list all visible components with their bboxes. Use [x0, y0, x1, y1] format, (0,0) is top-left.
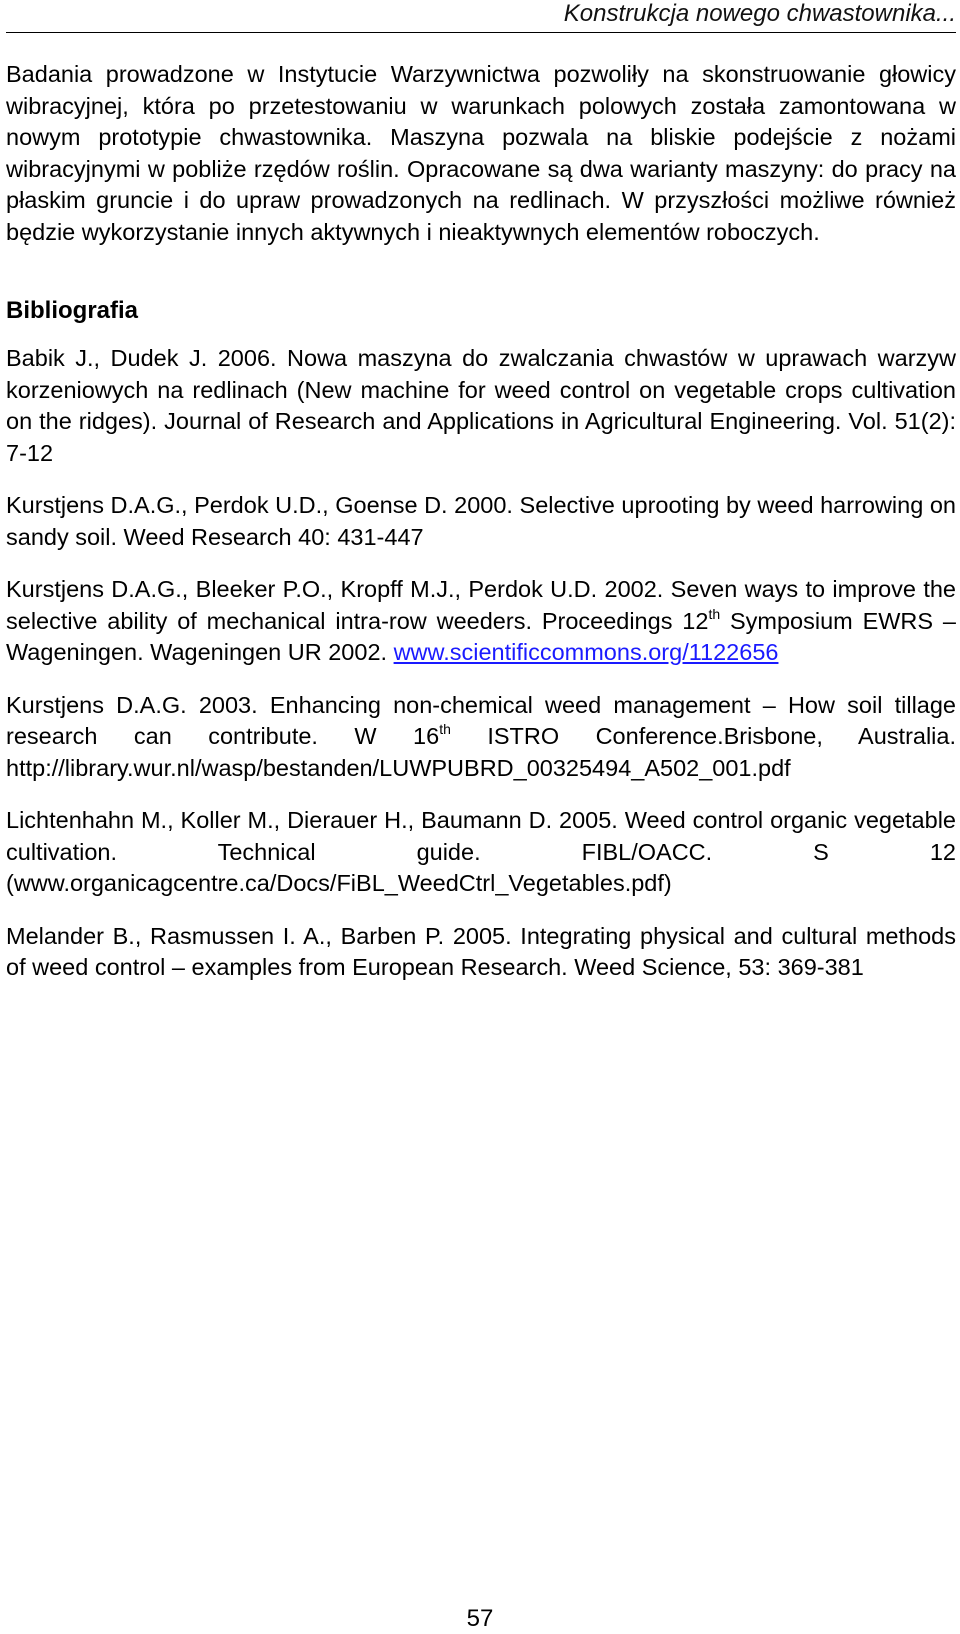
bibliography-entry-text: Babik J., Dudek J. 2006. Nowa maszyna do zwalczania chwastów w uprawach warzyw korzeniowych na redlinach (New machine for weed control on vegetable crops cultivation on the ridges). Journal of Research and Applications in Agricultural Engineering. Vol. 51(2): 7-12	[6, 345, 956, 466]
bibliography-entry-text: Kurstjens D.A.G., Perdok U.D., Goense D. 2000. Selective uprooting by weed harrowing on sandy soil. Weed Research 40: 431-447	[6, 492, 956, 550]
intro-paragraph: Badania prowadzone w Instytucie Warzywnictwa pozwoliły na skonstruowanie głowicy wibracyjnej, która po przetestowaniu w warunkach polowych została zamontowana w nowym prototypie chwastownika. Maszyna pozwala na bliskie podejście z nożami wibracyjnymi w pobliże rzędów roślin. Opracowane są dwa warianty maszyny: do pracy na płaskim gruncie i do upraw prowadzonych na redlinach. W przyszłości możliwe również będzie wykorzystanie innych aktywnych i nieaktywnych elementów roboczych.	[6, 61, 956, 245]
ordinal-superscript: th	[439, 721, 451, 737]
bibliography-entry-kurstjens-2003	[6, 690, 956, 785]
running-header	[6, 0, 956, 33]
bibliography-entry-text: Melander B., Rasmussen I. A., Barben P. 2005. Integrating physical and cultural methods of weed control – examples from European Research. Weed Science, 53: 369-381	[6, 922, 956, 980]
bibliography-entry-lichtenhahn	[6, 805, 956, 900]
page-number: 57	[466, 1605, 494, 1632]
page-content	[6, 59, 956, 1005]
bibliography-entry-text: Lichtenhahn M., Koller M., Dierauer H., Baumann D. 2005. Weed control organic vegetable cultivation. Technical guide. FIBL/OACC. S 12 (www.organicagcentre.ca/Docs/FiBL_WeedCtrl_Vegetables.pdf)	[6, 807, 956, 896]
bibliography-list	[6, 343, 956, 984]
bibliography-entry-babik	[6, 343, 956, 469]
scientificcommons-link[interactable]: www.scientificcommons.org/1122656	[393, 639, 779, 665]
bibliography-entry-kurstjens-2000	[6, 490, 956, 553]
bibliography-heading: Bibliografia	[6, 297, 139, 324]
bibliography-entry-melander	[6, 921, 956, 984]
bibliography-entry-text: Kurstjens D.A.G., Bleeker P.O., Kropff M.J., Perdok U.D. 2002. Seven ways to improve the selective ability of mechanical intra-row weeders. Proceedings 12	[6, 576, 956, 634]
ordinal-superscript: th	[708, 605, 721, 622]
running-title: Konstrukcja nowego chwastownika...	[563, 0, 956, 27]
bibliography-entry-text: Kurstjens D.A.G. 2003. Enhancing non-chemical weed management – How soil tillage research can contribute. W 16	[6, 691, 956, 749]
bibliography-entry-text-continued: ISTRO Conference.Brisbone, Australia. http://library.wur.nl/wasp/bestanden/LUWPUBRD_00325494_A502_001.pdf	[6, 723, 956, 781]
bibliography-entry-kurstjens-2002	[6, 574, 956, 669]
bibliography-entry-text-continued: Symposium EWRS – Wageningen. Wageningen UR 2002.	[6, 607, 956, 665]
